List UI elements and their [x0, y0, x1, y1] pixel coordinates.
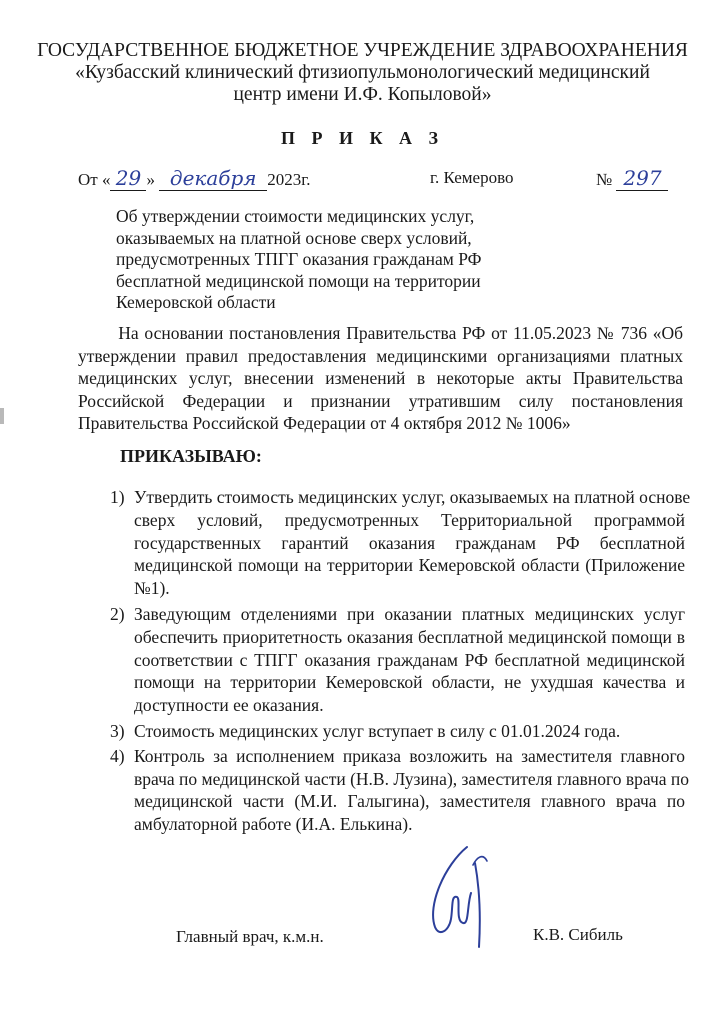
order-number: [596, 166, 668, 191]
handwritten-signature: [405, 835, 535, 950]
basis-line: медицинских услуг, внесении изменений в некоторые акты Правительства: [78, 368, 683, 388]
item-line: государственных гарантий оказания гражданам РФ бесплатной: [134, 532, 685, 553]
signatory-name: К.В. Сибиль: [533, 925, 623, 944]
order-item: [110, 603, 685, 717]
item-number: 3): [110, 720, 125, 741]
order-number-label: №: [596, 170, 613, 189]
institution-name-line-2: «Кузбасский клинический фтизиопульмонологический медицинский: [75, 62, 650, 83]
item-line: Контроль за исполнением приказа возложить на заместителя главного: [134, 745, 685, 766]
date-from-label: От «: [78, 170, 111, 189]
subject-line: бесплатной медицинской помощи на территории: [116, 270, 481, 291]
item-line: доступности ее оказания.: [134, 695, 324, 716]
city: г. Кемерово: [430, 168, 514, 187]
document-title: П Р И К А З: [280, 128, 445, 148]
order-heading: ПРИКАЗЫВАЮ:: [120, 446, 262, 466]
item-line: врача по медицинской части (Н.В. Лузина), заместителя главного врача по: [134, 768, 690, 789]
date-day: 29: [110, 166, 146, 191]
institution-name-line-1: ГОСУДАРСТВЕННОЕ БЮДЖЕТНОЕ УЧРЕЖДЕНИЕ ЗДРАВООХРАНЕНИЯ: [37, 40, 688, 61]
order-subject: [116, 206, 516, 314]
item-line: Стоимость медицинских услуг вступает в силу с 01.01.2024 года.: [134, 720, 621, 741]
subject-line: Кемеровской области: [116, 292, 276, 312]
item-number: 2): [110, 603, 125, 624]
item-line: №1).: [134, 578, 170, 599]
item-line: соответствии с ТПГГ оказания гражданам РФ бесплатной медицинской: [134, 649, 685, 670]
item-line: амбулаторной работе (И.А. Елькина).: [134, 814, 413, 835]
item-line: медицинской части (М.И. Галыгина), заместителя главного врача по: [134, 791, 685, 812]
basis-line: На основании постановления Правительства РФ от 11.05.2023 № 736 «Об: [78, 323, 683, 343]
subject-line: оказываемых на платной основе сверх условий,: [116, 227, 472, 248]
date-quote-close: »: [146, 170, 155, 189]
item-line: медицинской помощи на территории Кемеровской области (Приложение: [134, 555, 685, 576]
item-line: помощи на территории Кемеровской области, не ухудшая качества и: [134, 672, 685, 693]
date-month: декабря: [159, 166, 267, 191]
basis-line: утверждении правил предоставления медицинскими организациями платных: [78, 345, 683, 366]
order-item: [110, 720, 685, 743]
scan-edge-mark: [0, 408, 4, 424]
item-line: сверх условий, предусмотренных Территориальной программой: [134, 509, 685, 530]
basis-line: Российской Федерации и признании утратившим силу постановления: [78, 390, 683, 411]
item-number: 4): [110, 745, 125, 766]
date-line: [78, 166, 311, 191]
subject-line: Об утверждении стоимости медицинских услуг,: [116, 206, 475, 226]
order-items-list: [110, 486, 691, 836]
order-number-value: 297: [616, 166, 668, 191]
order-item: [110, 486, 691, 600]
item-line: обеспечить приоритетность оказания бесплатной медицинской помощи в: [134, 626, 685, 647]
signatory-position: Главный врач, к.м.н.: [176, 927, 324, 946]
item-line: Утвердить стоимость медицинских услуг, оказываемых на платной основе: [134, 487, 691, 507]
order-item: [110, 745, 690, 836]
item-number: 1): [110, 487, 125, 507]
institution-name-line-3: центр имени И.Ф. Копыловой»: [233, 84, 492, 105]
date-year: 2023г.: [267, 170, 311, 189]
basis-paragraph: [78, 322, 683, 435]
basis-line: Правительства Российской Федерации от 4 октября 2012 № 1006»: [78, 413, 571, 433]
item-line: Заведующим отделениями при оказании платных медицинских услуг: [134, 603, 685, 624]
subject-line: предусмотренных ТПГГ оказания гражданам РФ: [116, 249, 482, 269]
